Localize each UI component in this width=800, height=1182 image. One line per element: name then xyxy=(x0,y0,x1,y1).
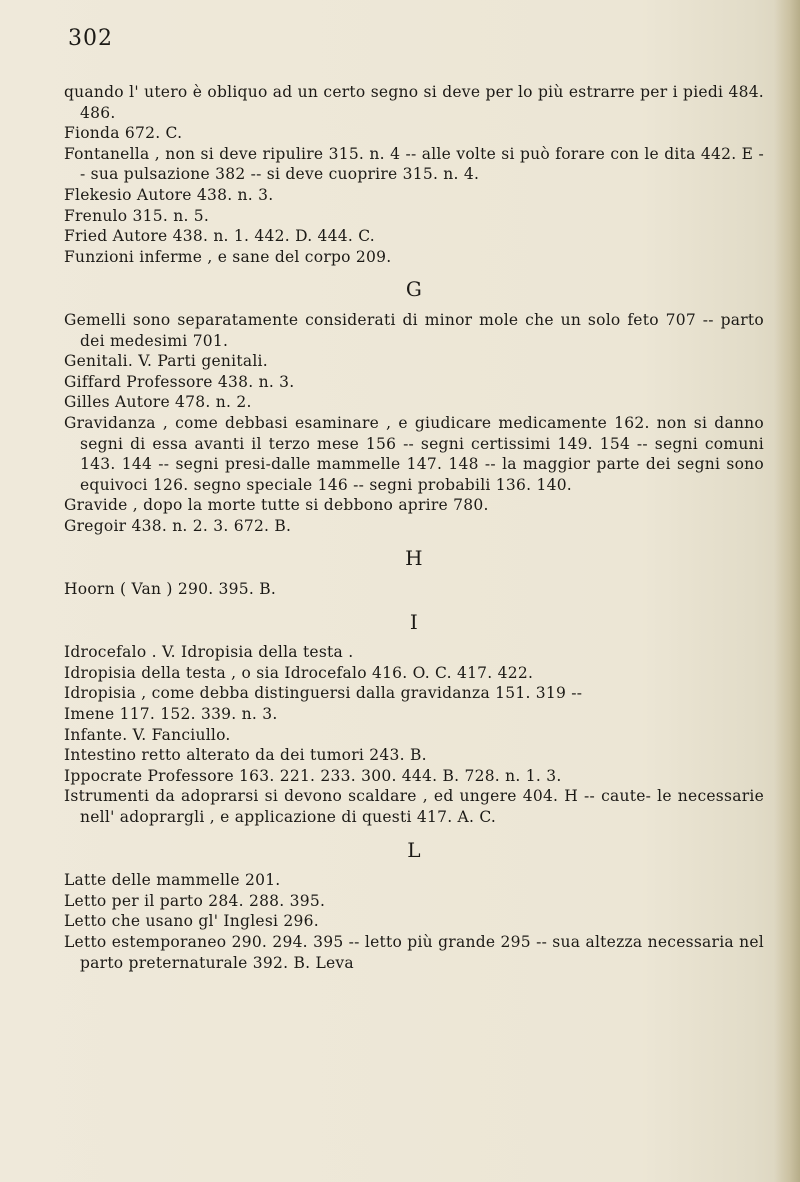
section-letter-g: G xyxy=(405,277,423,302)
index-entry: quando l' utero è obliquo ad un certo segno si deve per lo più estrarre per i piedi 484. 486. xyxy=(64,83,764,122)
index-entry: Idrocefalo . V. Idropisia della testa . xyxy=(64,643,354,662)
index-entry: Intestino retto alterato da dei tumori 243. B. xyxy=(64,746,427,765)
index-entry: Gregoir 438. n. 2. 3. 672. B. xyxy=(64,516,292,535)
section-g xyxy=(64,279,764,536)
index-entry: Fontanella , non si deve ripulire 315. n. 4 -- alle volte si può forare con le dita 442. E -- sua pulsazione 382 -- si deve cuoprire 315. n. 4. xyxy=(64,144,764,184)
index-entry: Letto estemporaneo 290. 294. 395 -- letto più grande 295 -- sua altezza necessaria nel parto preternaturale 392. B. Leva xyxy=(64,932,764,972)
index-entry: Frenulo 315. n. 5. xyxy=(64,206,210,225)
index-entry: Flekesio Autore 438. n. 3. xyxy=(64,185,274,204)
index-entry: Gemelli sono separatamente considerati di minor mole che un solo feto 707 -- parto dei medesimi 701. xyxy=(64,310,764,350)
index-entry: Idropisia della testa , o sia Idrocefalo 416. O. C. 417. 422. xyxy=(64,663,534,682)
index-entry: Imene 117. 152. 339. n. 3. xyxy=(64,705,278,724)
index-entry: Giffard Professore 438. n. 3. xyxy=(64,372,295,391)
index-entry: Istrumenti da adoprarsi si devono scaldare , ed ungere 404. H -- caute- le necessarie nell' adoprargli , e applicazione di questi 417. A. C. xyxy=(64,787,764,826)
index-entry: Fionda 672. C. xyxy=(64,124,183,143)
section-i xyxy=(64,609,764,828)
index-entry: Idropisia , come debba distinguersi dalla gravidanza 151. 319 -- xyxy=(64,684,583,703)
index-entry: Ippocrate Professore 163. 221. 233. 300. 444. B. 728. n. 1. 3. xyxy=(64,766,562,785)
index-entry: Letto per il parto 284. 288. 395. xyxy=(64,891,326,910)
index-content xyxy=(64,82,764,973)
index-entry: Hoorn ( Van ) 290. 395. B. xyxy=(64,580,277,599)
section-h xyxy=(64,548,764,599)
index-entry: Fried Autore 438. n. 1. 442. D. 444. C. xyxy=(64,227,375,246)
index-entry: Gravidanza , come debbasi esaminare , e giudicare medicamente 162. non si danno segni di essa avanti il terzo mese 156 -- segni certissimi 149. 154 -- segni comuni 143. 144 -- segni presi-dalle mammelle 147. 148 -- la maggior parte dei segni sono equivoci 126. segno speciale 146 -- segni probabili 136. 140. xyxy=(64,413,764,494)
section-f-continued xyxy=(64,82,764,267)
section-letter-l: L xyxy=(407,837,421,862)
section-l xyxy=(64,837,764,974)
page-edge-shadow xyxy=(774,0,800,1182)
index-entry: Latte delle mammelle 201. xyxy=(64,871,281,890)
index-entry: Infante. V. Fanciullo. xyxy=(64,725,231,744)
index-entry: Genitali. V. Parti genitali. xyxy=(64,352,268,371)
page-number: 302 xyxy=(68,26,113,51)
index-entry: Gilles Autore 478. n. 2. xyxy=(64,393,252,412)
section-letter-h: H xyxy=(405,546,423,571)
index-entry: Funzioni inferme , e sane del corpo 209. xyxy=(64,247,392,266)
section-letter-i: I xyxy=(409,609,419,634)
index-entry: Gravide , dopo la morte tutte si debbono aprire 780. xyxy=(64,496,489,515)
index-entry: Letto che usano gl' Inglesi 296. xyxy=(64,912,319,931)
